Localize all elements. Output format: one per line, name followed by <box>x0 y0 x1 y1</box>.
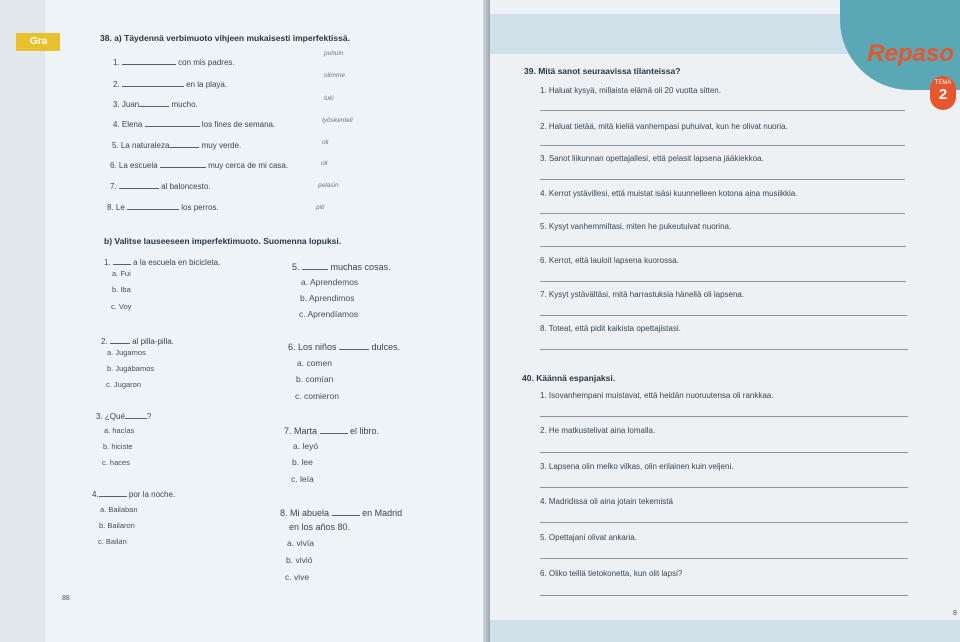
option-c[interactable]: c. Aprendíamos <box>299 309 359 319</box>
option-b[interactable]: b. vivió <box>286 555 313 565</box>
list-item: 4. Elena los fines de semana. <box>113 120 276 129</box>
answer-blank[interactable] <box>320 425 348 434</box>
exercise-40-heading: 40. Käännä espanjaksi. <box>522 373 616 383</box>
answer-line[interactable] <box>540 110 905 111</box>
list-item: 1. Isovanhempani muistavat, että heidän nuoruutensa oli rankkaa. <box>540 391 774 400</box>
answer-line[interactable] <box>540 522 908 523</box>
option-b[interactable]: b. lee <box>292 457 313 467</box>
list-item: 3. ¿Qué ? <box>96 412 152 421</box>
answer-line[interactable] <box>540 487 908 488</box>
answer-line[interactable] <box>540 349 908 350</box>
option-a[interactable]: a. Aprendemos <box>301 277 359 287</box>
option-b[interactable]: b. Bailaron <box>99 521 135 530</box>
hint: työskenteli <box>322 117 353 124</box>
option-b[interactable]: b. Aprendimos <box>300 293 355 303</box>
option-c[interactable]: c. Jugaron <box>106 380 142 389</box>
answer-line[interactable] <box>540 281 906 282</box>
list-item: 3. Sanot liikunnan opettajallesi, että pelasit lapsena jääkiekkoa. <box>540 154 764 163</box>
option-b[interactable]: b. comían <box>296 374 334 384</box>
answer-blank[interactable] <box>110 335 130 344</box>
option-a[interactable]: a. vivía <box>287 538 314 548</box>
option-c[interactable]: c. comieron <box>295 391 339 401</box>
part-b-title: b) Valitse lauseeseen imperfektimuoto. Suomenna lopuksi. <box>104 236 342 246</box>
list-item: 5. muchas cosas. <box>292 262 391 272</box>
answer-line[interactable] <box>540 595 908 596</box>
answer-blank[interactable] <box>332 507 360 516</box>
answer-line[interactable] <box>540 145 905 146</box>
option-b[interactable]: b. hiciste <box>103 442 133 451</box>
answer-blank[interactable] <box>339 341 369 350</box>
tema-badge <box>930 76 956 110</box>
option-a[interactable]: a. leyó <box>293 441 319 451</box>
answer-blank[interactable] <box>113 256 131 265</box>
list-item: 6. Los niños dulces. <box>288 342 401 352</box>
answer-blank[interactable] <box>127 201 179 210</box>
answer-blank[interactable] <box>145 118 200 127</box>
list-item: 7. Marta el libro. <box>284 426 380 436</box>
hint: piti <box>316 204 325 211</box>
hint: luki <box>324 95 334 102</box>
exercise-number: 38. <box>100 33 112 43</box>
list-item-continuation: en los años 80. <box>289 522 351 532</box>
grammar-tab: Gra <box>16 33 60 51</box>
list-item: 1. Haluat kysyä, millaista elämä oli 20 vuotta sitten. <box>540 86 721 95</box>
answer-blank[interactable] <box>99 488 127 497</box>
list-item: 6. La escuela muy cerca de mi casa. <box>110 161 289 170</box>
option-a[interactable]: a. Bailaban <box>100 505 138 514</box>
option-a[interactable]: a. hacías <box>104 426 135 435</box>
option-c[interactable]: c. Bailan <box>98 537 127 546</box>
option-c[interactable]: c. haces <box>102 458 130 467</box>
list-item: 4. por la noche. <box>92 490 176 499</box>
tema-label: TEMA <box>934 80 952 86</box>
list-item: 5. Kysyt vanhemmiltasi, miten he pukeutuivat nuorina. <box>540 222 732 231</box>
tema-number: 2 <box>938 86 948 103</box>
list-item: 5. Opettajani olivat ankaria. <box>540 533 637 542</box>
list-item: 2. Haluat tietää, mitä kieliä vanhempasi puhuivat, kun he olivat nuoria. <box>540 122 788 131</box>
list-item: 2. en la playa. <box>113 80 228 89</box>
exercise-title: a) Täydennä verbimuoto vihjeen mukaisesti imperfektissä. <box>114 33 350 43</box>
answer-blank[interactable] <box>302 261 328 270</box>
hint: oli <box>321 160 328 167</box>
answer-line[interactable] <box>540 558 908 559</box>
list-item: 5. La naturaleza muy verde. <box>112 141 242 150</box>
answer-line[interactable] <box>540 315 907 316</box>
list-item: 8. Le los perros. <box>107 203 219 212</box>
option-c[interactable]: c. Voy <box>111 302 132 311</box>
list-item: 6. Kerrot, että lauloit lapsena kuorossa. <box>540 256 679 265</box>
answer-line[interactable] <box>540 179 905 180</box>
answer-blank[interactable] <box>119 180 159 189</box>
answer-line[interactable] <box>540 213 905 214</box>
option-a[interactable]: a. Jugamos <box>107 348 146 357</box>
page-number-right: 8 <box>953 610 957 617</box>
hint: oli <box>322 139 329 146</box>
answer-line[interactable] <box>540 452 908 453</box>
answer-blank[interactable] <box>160 159 206 168</box>
list-item: 1. a la escuela en bicicleta. <box>104 258 221 267</box>
list-item: 7. Kysyt ystävältäsi, mitä harrastuksia hänellä oli lapsena. <box>540 290 745 299</box>
option-a[interactable]: a. comen <box>297 358 332 368</box>
list-item: 8. Toteat, että pidit kaikista opettajistasi. <box>540 324 681 333</box>
hint: olimme <box>324 72 345 79</box>
hint: pelasin <box>318 182 339 189</box>
list-item: 6. Oliko teillä tietokonetta, kun olit lapsi? <box>540 569 683 578</box>
answer-blank[interactable] <box>122 78 184 87</box>
exercise-39-heading: 39. Mitä sanot seuraavissa tilanteissa? <box>524 66 681 76</box>
list-item: 1. con mis padres. <box>113 58 235 67</box>
list-item: 8. Mi abuela en Madrid <box>280 508 403 518</box>
bottom-band <box>490 620 960 642</box>
answer-blank[interactable] <box>139 98 169 107</box>
list-item: 4. Madridissa oli aina jotain tekemistä <box>540 497 673 506</box>
right-page <box>490 0 960 642</box>
answer-line[interactable] <box>540 246 906 247</box>
page-number-left: 88 <box>62 595 70 602</box>
list-item: 4. Kerrot ystävillesi, että muistat isäsi kuunnelleen kotona aina musiikkia. <box>540 189 798 198</box>
list-item: 7. al baloncesto. <box>110 182 211 191</box>
option-b[interactable]: b. Iba <box>112 285 131 294</box>
list-item: 3. Juan mucho. <box>113 100 198 109</box>
exercise-38-heading <box>100 33 350 43</box>
answer-line[interactable] <box>540 416 908 417</box>
list-item: 2. al pilla-pilla. <box>101 337 174 346</box>
option-b[interactable]: b. Jugábamos <box>107 364 155 373</box>
answer-blank[interactable] <box>122 56 176 65</box>
option-c[interactable]: c. vive <box>285 572 310 582</box>
option-a[interactable]: a. Fui <box>112 269 131 278</box>
answer-blank[interactable] <box>125 410 147 419</box>
list-item: 3. Lapsena olin melko vilkas, olin erilainen kuin veljeni. <box>540 462 734 471</box>
answer-blank[interactable] <box>169 139 199 148</box>
page-edges <box>0 0 46 642</box>
repaso-title: Repaso <box>867 40 954 67</box>
option-c[interactable]: c. leía <box>291 474 314 484</box>
list-item: 2. He matkustelivat aina lomalla. <box>540 426 656 435</box>
hint: puhuin <box>324 50 344 57</box>
